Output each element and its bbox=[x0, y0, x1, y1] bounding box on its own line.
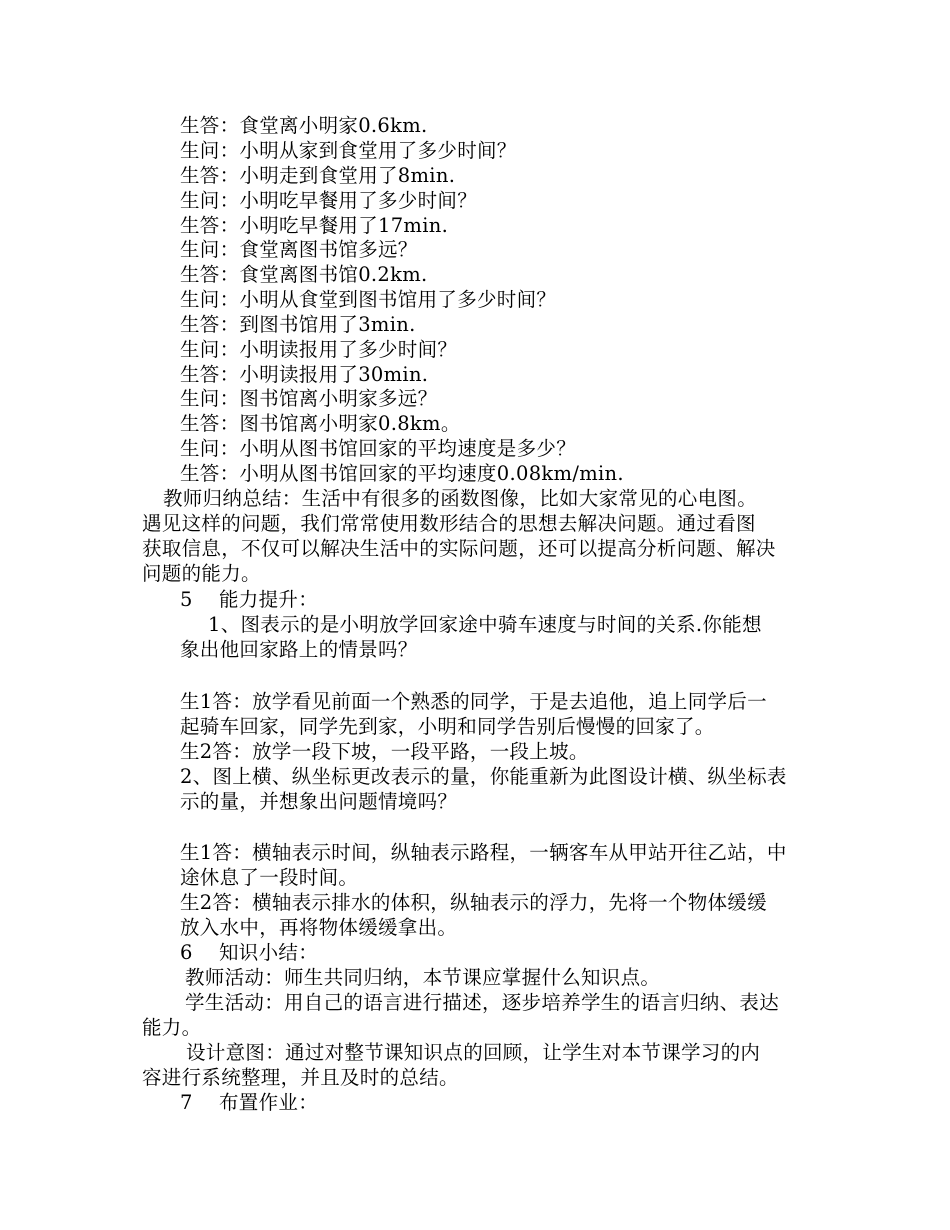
dialogue-line: 生答：小明走到食堂用了8min. bbox=[180, 164, 456, 187]
dialogue-line: 生答：到图书馆用了3min. bbox=[180, 313, 416, 336]
dialogue-line: 生问：食堂离图书馆多远？ bbox=[180, 238, 418, 261]
design-intent: 设计意图：通过对整节课知识点的回顾，让学生对本节课学习的内 bbox=[186, 1041, 761, 1064]
summary-line: 遇见这样的问题，我们常常使用数形结合的思想去解决问题。通过看图 bbox=[142, 512, 756, 535]
section-5-title: 5 能力提升： bbox=[180, 588, 319, 611]
summary-line: 教师归纳总结：生活中有很多的函数图像，比如大家常见的心电图。 bbox=[163, 487, 758, 510]
question-1: 象出他回家路上的情景吗？ bbox=[180, 638, 418, 661]
dialogue-line: 生问：小明读报用了多少时间？ bbox=[180, 338, 458, 361]
teacher-activity: 教师活动：师生共同归纳，本节课应掌握什么知识点。 bbox=[185, 966, 661, 989]
student-activity: 能力。 bbox=[142, 1016, 202, 1039]
dialogue-line: 生答：食堂离小明家0.6km. bbox=[180, 114, 428, 137]
answer-2-2: 放入水中，再将物体缓缓拿出。 bbox=[180, 916, 458, 939]
question-1: 1、图表示的是小明放学回家途中骑车速度与时间的关系.你能想 bbox=[208, 613, 762, 636]
dialogue-line: 生问：图书馆离小明家多远？ bbox=[180, 387, 438, 410]
summary-line: 获取信息，不仅可以解决生活中的实际问题，还可以提高分析问题、解决 bbox=[142, 537, 776, 560]
dialogue-line: 生答：小明吃早餐用了17min. bbox=[180, 214, 449, 237]
answer-1-1: 起骑车回家，同学先到家，小明和同学告别后慢慢的回家了。 bbox=[180, 715, 715, 738]
dialogue-line: 生答：小明从图书馆回家的平均速度0.08km/min. bbox=[180, 462, 624, 485]
dialogue-line: 生问：小明从图书馆回家的平均速度是多少？ bbox=[180, 437, 577, 460]
design-intent: 容进行系统整理，并且及时的总结。 bbox=[142, 1066, 459, 1089]
section-7-title: 7 布置作业： bbox=[180, 1091, 319, 1114]
student-activity: 学生活动：用自己的语言进行描述，逐步培养学生的语言归纳、表达 bbox=[185, 991, 780, 1014]
answer-2-1: 生1答：横轴表示时间，纵轴表示路程，一辆客车从甲站开往乙站，中 bbox=[180, 841, 787, 864]
dialogue-line: 生答：小明读报用了30min. bbox=[180, 363, 429, 386]
dialogue-line: 生答：食堂离图书馆0.2km. bbox=[180, 263, 428, 286]
section-6-title: 6 知识小结： bbox=[180, 941, 319, 964]
dialogue-line: 生问：小明吃早餐用了多少时间？ bbox=[180, 189, 478, 212]
question-2: 2、图上横、纵坐标更改表示的量，你能重新为此图设计横、纵坐标表 bbox=[180, 765, 787, 788]
dialogue-line: 生问：小明从家到食堂用了多少时间？ bbox=[180, 139, 517, 162]
answer-2-1: 途休息了一段时间。 bbox=[180, 866, 359, 889]
dialogue-line: 生答：图书馆离小明家0.8km。 bbox=[180, 412, 461, 435]
answer-2-2: 生2答：横轴表示排水的体积，纵轴表示的浮力，先将一个物体缓缓 bbox=[180, 891, 767, 914]
dialogue-line: 生问：小明从食堂到图书馆用了多少时间？ bbox=[180, 288, 557, 311]
summary-line: 问题的能力。 bbox=[142, 562, 261, 585]
answer-1-1: 生1答：放学看见前面一个熟悉的同学，于是去追他，追上同学后一 bbox=[180, 690, 767, 713]
answer-1-2: 生2答：放学一段下坡，一段平路，一段上坡。 bbox=[180, 740, 589, 763]
question-2: 示的量，并想象出问题情境吗？ bbox=[180, 790, 458, 813]
